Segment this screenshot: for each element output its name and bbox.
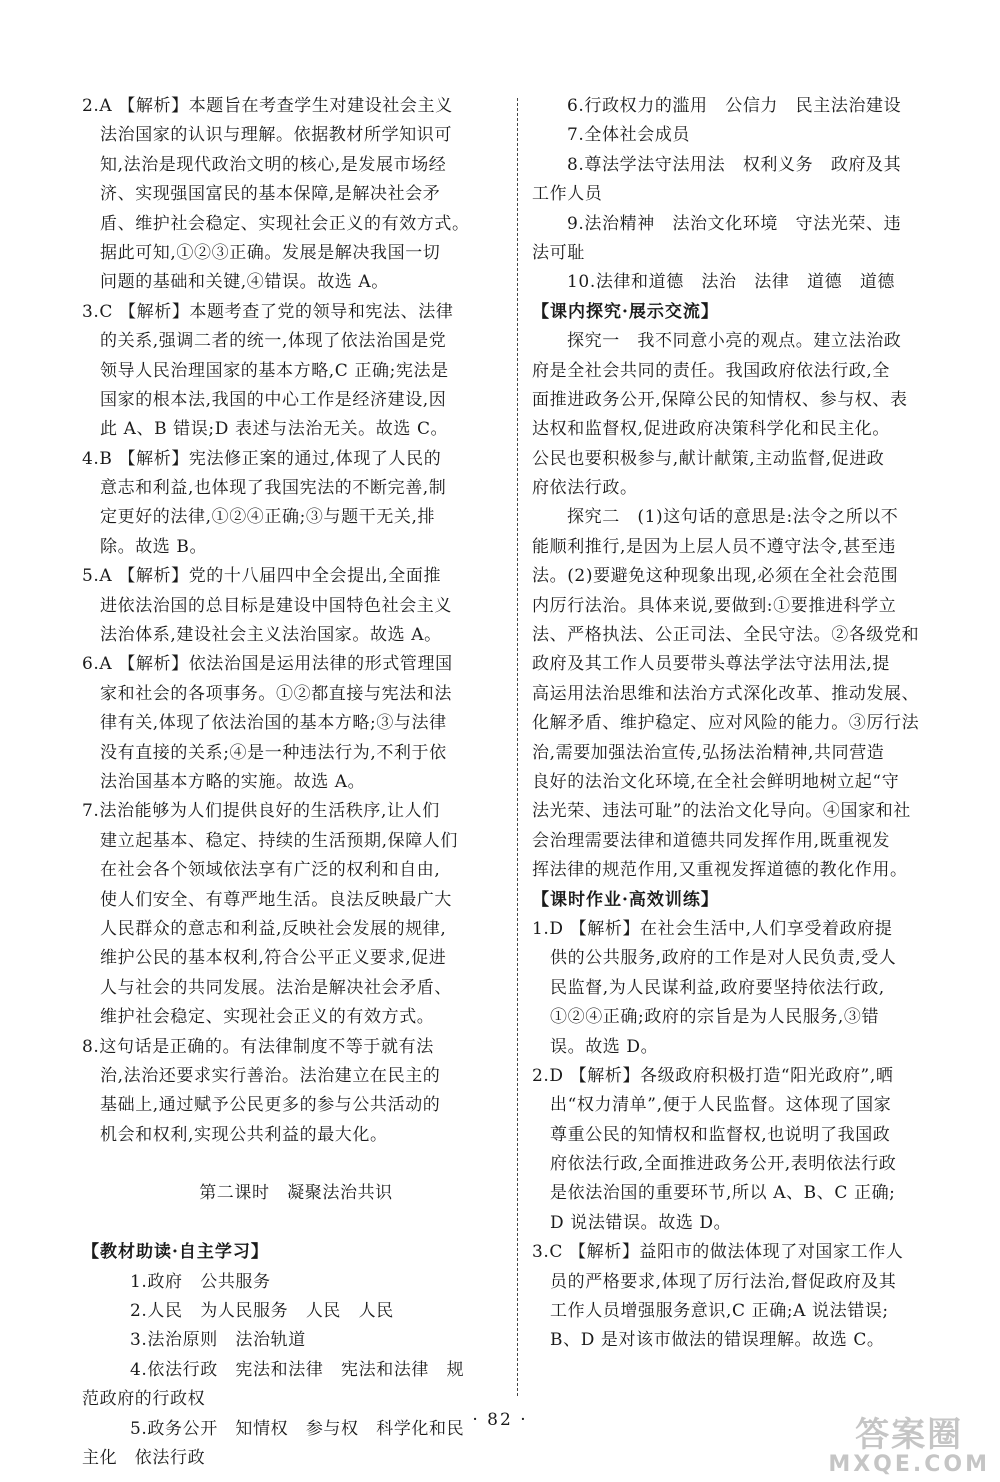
left-column-text-line: 知,法治是现代政治文明的核心,是发展市场经 bbox=[100, 154, 447, 175]
right-column-text-line: 民监督,为人民谋利益,政府要坚持依法行政, bbox=[550, 977, 885, 998]
right-column-text-line: 能顺利推行,是因为上层人员不遵守法令,甚至违 bbox=[532, 536, 897, 557]
left-column-text-line: 使人们安全、有尊严地生活。良法反映最广大 bbox=[100, 889, 452, 910]
right-column-text-line: 误。故选 D。 bbox=[550, 1036, 659, 1057]
right-column-text-line: 尊重公民的知情权和监督权,也说明了我国政 bbox=[550, 1124, 891, 1145]
left-column bbox=[82, 92, 510, 1473]
left-column-text-line: 此 A、B 错误;D 表述与法治无关。故选 C。 bbox=[100, 419, 449, 440]
left-column-text-line: 问题的基础和关键,④错误。故选 A。 bbox=[100, 272, 389, 293]
left-column-text-line: 1.政府 公共服务 bbox=[130, 1271, 271, 1292]
right-column bbox=[532, 92, 942, 1356]
right-column-text-line: 2.D 【解析】各级政府积极打造“阳光政府”,晒 bbox=[532, 1065, 894, 1086]
left-column-text-line: 没有直接的关系;④是一种违法行为,不利于依 bbox=[100, 742, 447, 763]
left-column-text-line: 5.政务公开 知情权 参与权 科学化和民 bbox=[130, 1418, 465, 1439]
right-column-text-line: 法可耻 bbox=[532, 242, 585, 263]
left-column-text-line: 范政府的行政权 bbox=[82, 1389, 206, 1410]
left-column-text-line: 3.法治原则 法治轨道 bbox=[130, 1330, 306, 1351]
left-column-text-line: 4.依法行政 宪法和法律 宪法和法律 规 bbox=[130, 1359, 465, 1380]
right-column-text-line: 治,需要加强法治宣传,弘扬法治精神,共同营造 bbox=[532, 742, 885, 763]
right-column-text-line: 工作人员 bbox=[532, 184, 603, 205]
right-column-text-line: 10.法律和道德 法治 法律 道德 道德 bbox=[567, 272, 896, 293]
right-column-text-line: 面推进政务公开,保障公民的知情权、参与权、表 bbox=[532, 389, 908, 410]
left-column-text-line: 6.A 【解析】依法治国是运用法律的形式管理国 bbox=[82, 654, 453, 675]
left-column-text-line: 定更好的法律,①②④正确;③与题干无关,排 bbox=[100, 507, 436, 528]
right-column-text-line: 高运用法治思维和法治方式深化改革、推动发展、 bbox=[532, 683, 920, 704]
right-column-text-line: 8.尊法学法守法用法 权利义务 政府及其 bbox=[567, 154, 902, 175]
right-column-text-line: 达权和监督权,促进政府决策科学化和民主化。 bbox=[532, 419, 891, 440]
left-column-text-line: 律有关,体现了依法治国的基本方略;③与法律 bbox=[100, 713, 447, 734]
left-column-text-line: 法治国基本方略的实施。故选 A。 bbox=[100, 771, 366, 792]
left-column-text-line: 据此可知,①②③正确。发展是解决我国一切 bbox=[100, 242, 441, 263]
right-column-text-line: 政府及其工作人员要带头尊法学法守法用法,提 bbox=[532, 654, 891, 675]
right-column-text-line: 员的严格要求,体现了厉行法治,督促政府及其 bbox=[550, 1271, 897, 1292]
left-column-text-line: 领导人民治理国家的基本方略,C 正确;宪法是 bbox=[100, 360, 449, 381]
right-column-text-line: 良好的法治文化环境,在全社会鲜明地树立起“守 bbox=[532, 771, 900, 792]
left-column-text-line: 机会和权利,实现公共利益的最大化。 bbox=[100, 1124, 388, 1145]
right-column-text-line: 公民也要积极参与,献计献策,主动监督,促进政 bbox=[532, 448, 885, 469]
watermark-text-top: 答案圈 bbox=[855, 1415, 964, 1455]
left-column-text-line: 主化 依法行政 bbox=[82, 1447, 206, 1468]
left-column-text-line: 维护社会稳定、实现社会正义的有效方式。 bbox=[100, 1007, 435, 1028]
left-column-text-line bbox=[82, 1150, 510, 1179]
right-column-text-line: 3.C 【解析】益阳市的做法体现了对国家工作人 bbox=[532, 1242, 904, 1263]
left-column-text-line: 家和社会的各项事务。①②都直接与宪法和法 bbox=[100, 683, 452, 704]
left-column-text-line: 进依法治国的总目标是建设中国特色社会主义 bbox=[100, 595, 452, 616]
left-column-text-line: 盾、维护社会稳定、实现社会正义的有效方式。 bbox=[100, 213, 470, 234]
left-column-text-line: 意志和利益,也体现了我国宪法的不断完善,制 bbox=[100, 478, 447, 499]
watermark-logo bbox=[828, 1415, 990, 1477]
right-column-text-line: 会治理需要法律和道德共同发挥作用,既重视发 bbox=[532, 830, 891, 851]
page-number: · 82 · bbox=[472, 1410, 528, 1430]
right-column-text-line: 探究二 (1)这句话的意思是:法令之所以不 bbox=[567, 507, 899, 528]
right-column-text-line: D 说法错误。故选 D。 bbox=[550, 1212, 732, 1233]
left-column-text-line: 【教材助读·自主学习】 bbox=[82, 1242, 269, 1263]
right-column-text-line: 出“权力清单”,便于人民监督。这体现了国家 bbox=[550, 1095, 892, 1116]
column-divider bbox=[517, 98, 518, 1396]
left-column-text-line: 人民群众的意志和利益,反映社会发展的规律, bbox=[100, 918, 447, 939]
left-column-text-line: 第二课时 凝聚法治共识 bbox=[199, 1183, 393, 1204]
right-column-text-line: 工作人员增强服务意识,C 正确;A 说法错误; bbox=[550, 1301, 889, 1322]
left-column-text-line: 法治国家的认识与理解。依据教材所学知识可 bbox=[100, 125, 452, 146]
right-column-text-line: ①②④正确;政府的宗旨是为人民服务,③错 bbox=[550, 1007, 880, 1028]
right-column-text-line: 7.全体社会成员 bbox=[567, 125, 691, 146]
left-column-text-line: 国家的根本法,我国的中心工作是经济建设,因 bbox=[100, 389, 447, 410]
left-column-text-line: 5.A 【解析】党的十八届四中全会提出,全面推 bbox=[82, 566, 442, 587]
right-column-text-line: 9.法治精神 法治文化环境 守法光荣、违 bbox=[567, 213, 902, 234]
watermark-text-bottom: MXQE.COM bbox=[828, 1452, 990, 1477]
right-column-text-line: 挥法律的规范作用,又重视发挥道德的教化作用。 bbox=[532, 860, 908, 881]
left-column-text-line: 人与社会的共同发展。法治是解决社会矛盾、 bbox=[100, 977, 452, 998]
right-column-text-line: 探究一 我不同意小亮的观点。建立法治政 bbox=[567, 331, 902, 352]
left-column-text-line: 维护公民的基本权利,符合公平正义要求,促进 bbox=[100, 948, 447, 969]
right-column-text-line: 法光荣、违法可耻”的法治文化导向。④国家和社 bbox=[532, 801, 911, 822]
right-column-text-line: 府依法行政,全面推进政务公开,表明依法行政 bbox=[550, 1154, 897, 1175]
left-column-text-line: 基础上,通过赋予公民更多的参与公共活动的 bbox=[100, 1095, 441, 1116]
left-column-text-line: 济、实现强国富民的基本保障,是解决社会矛 bbox=[100, 184, 441, 205]
right-column-text-line: 内厉行法治。具体来说,要做到:①要推进科学立 bbox=[532, 595, 897, 616]
left-column-text-line: 2.人民 为人民服务 人民 人民 bbox=[130, 1301, 394, 1322]
right-column-text-line: 【课内探究·展示交流】 bbox=[532, 301, 719, 322]
right-column-text-line: 是依法治国的重要环节,所以 A、B、C 正确; bbox=[550, 1183, 896, 1204]
right-column-text-line: 法、严格执法、公正司法、全民守法。②各级党和 bbox=[532, 625, 920, 646]
right-column-text-line: 化解矛盾、维护稳定、应对风险的能力。③厉行法 bbox=[532, 713, 920, 734]
right-column-text-line: 6.行政权力的滥用 公信力 民主法治建设 bbox=[567, 96, 902, 116]
left-column-text-line: 7.法治能够为人们提供良好的生活秩序,让人们 bbox=[82, 801, 440, 822]
left-column-text-line: 法治体系,建设社会主义法治国家。故选 A。 bbox=[100, 625, 442, 646]
left-column-text-line: 的关系,强调二者的统一,体现了依法治国是党 bbox=[100, 331, 447, 352]
right-column-text-line: 1.D 【解析】在社会生活中,人们享受着政府提 bbox=[532, 918, 893, 939]
left-column-text-line: 除。故选 B。 bbox=[100, 536, 208, 557]
left-column-text-line: 在社会各个领域依法享有广泛的权利和自由, bbox=[100, 860, 441, 881]
right-column-text-line: 供的公共服务,政府的工作是对人民负责,受人 bbox=[550, 948, 897, 969]
left-column-text-line: 建立起基本、稳定、持续的生活预期,保障人们 bbox=[100, 830, 459, 851]
right-column-text-line: 【课时作业·高效训练】 bbox=[532, 889, 719, 910]
left-column-text-line: 3.C 【解析】本题考查了党的领导和宪法、法律 bbox=[82, 301, 454, 322]
left-column-text-line: 2.A 【解析】本题旨在考查学生对建设社会主义 bbox=[82, 96, 453, 116]
left-column-text-line: 8.这句话是正确的。有法律制度不等于就有法 bbox=[82, 1036, 434, 1057]
left-column-text-line bbox=[82, 1209, 510, 1238]
right-column-text-line: B、D 是对该市做法的错误理解。故选 C。 bbox=[550, 1330, 885, 1351]
right-column-text-line: 府依法行政。 bbox=[532, 478, 638, 499]
right-column-text-line: 法。(2)要避免这种现象出现,必须在全社会范围 bbox=[532, 566, 899, 587]
left-column-text-line: 4.B 【解析】宪法修正案的通过,体现了人民的 bbox=[82, 448, 442, 469]
right-column-text-line: 府是全社会共同的责任。我国政府依法行政,全 bbox=[532, 360, 891, 381]
left-column-text-line: 治,法治还要求实行善治。法治建立在民主的 bbox=[100, 1065, 441, 1086]
